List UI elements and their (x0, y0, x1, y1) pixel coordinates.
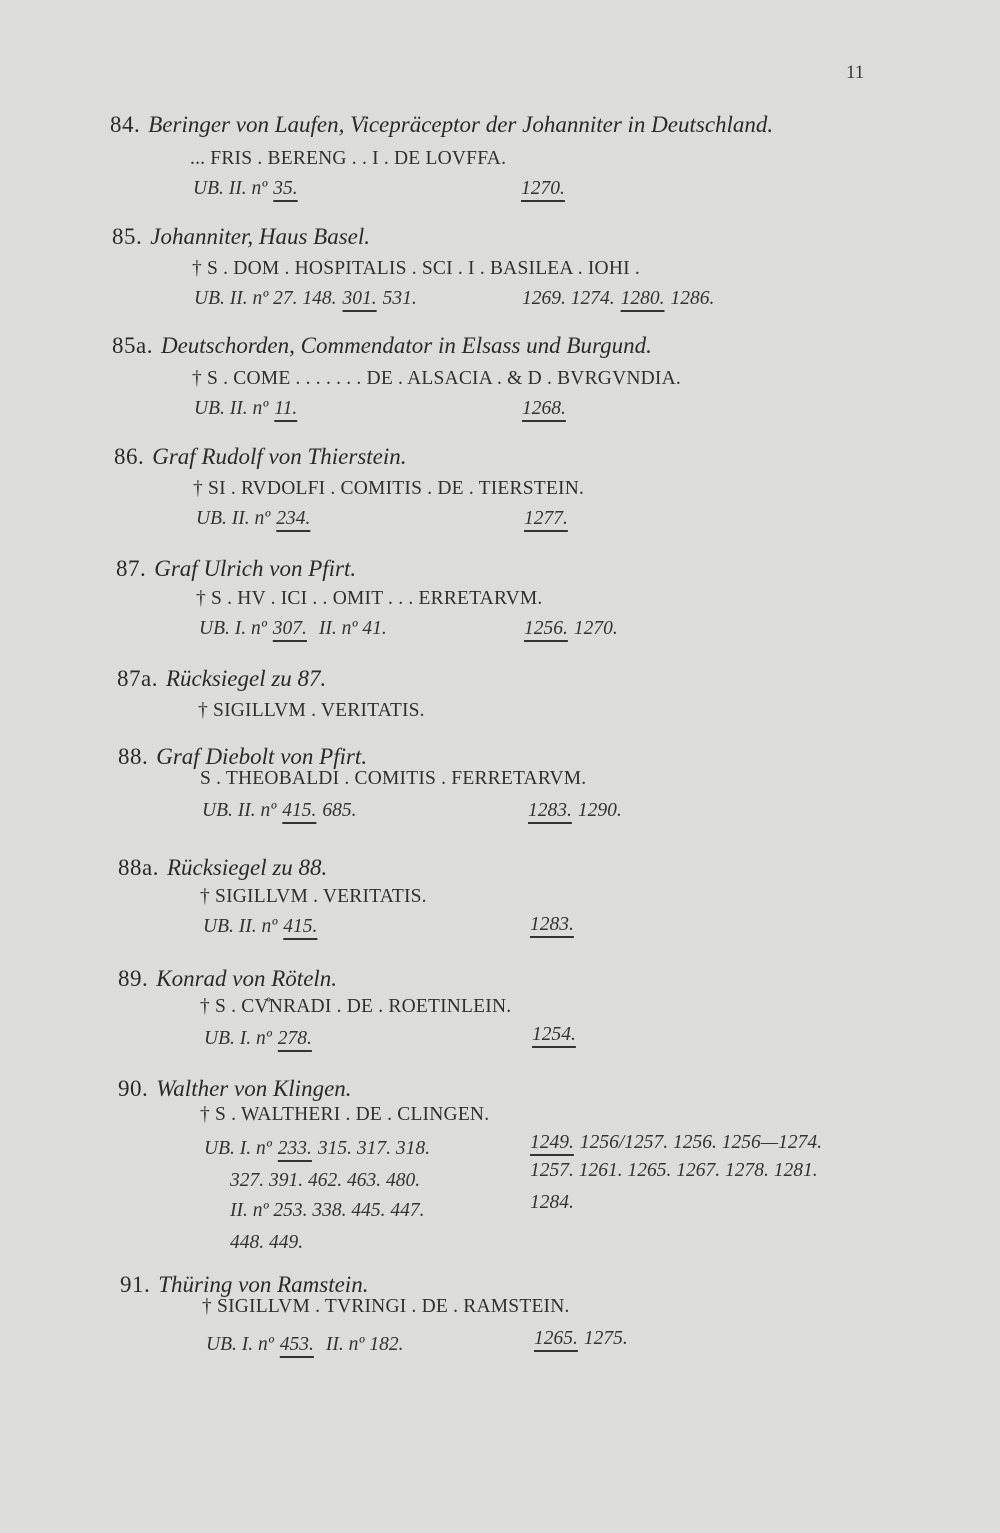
entry-title: Johanniter, Haus Basel. (150, 224, 371, 249)
entry-heading (118, 855, 327, 881)
ref-rest: 685. (322, 800, 357, 821)
entry-number: 89. (118, 966, 149, 991)
seal-years (534, 1328, 628, 1350)
source-reference-continued: II. nº 253. 338. 445. 447. (230, 1200, 425, 1221)
ref-underlined: 307. (272, 618, 307, 639)
entry-heading (116, 556, 356, 582)
entry-title: Thüring von Ramstein. (158, 1272, 369, 1297)
seal-legend: † S . CV͏̊NRADI . DE . ROETINLEIN. (200, 996, 512, 1017)
entry-heading (118, 1076, 352, 1102)
year-underlined: 1277. (524, 508, 568, 529)
seal-years (530, 1132, 822, 1154)
source-reference (196, 508, 310, 530)
entry-heading (110, 112, 773, 138)
ref-prefix: UB. I. nº (204, 1028, 272, 1049)
seal-years (530, 914, 574, 936)
ref-prefix: UB. I. nº (206, 1334, 274, 1355)
entry-number: 88a. (118, 855, 159, 880)
entry-title: Rücksiegel zu 88. (166, 855, 328, 880)
ref-prefix: UB. I. nº (199, 618, 267, 639)
year-underlined: 1280. (620, 288, 665, 309)
source-reference (206, 1334, 403, 1356)
entry-heading (118, 744, 367, 770)
year-rest: 1256/1257. 1256. 1256—1274. (579, 1132, 823, 1153)
ref-prefix: UB. I. nº (204, 1138, 272, 1159)
seal-legend: S . THEOBALDI . COMITIS . FERRETARVM. (200, 768, 587, 789)
source-reference (202, 800, 357, 822)
ref-prefix: UB. II. nº (203, 916, 278, 937)
seal-legend: † SIGILLVM . TVRINGI . DE . RAMSTEIN. (202, 1296, 570, 1317)
ref-rest: II. nº 41. (318, 618, 387, 639)
entry-title: Beringer von Laufen, Vicepräceptor der Johanniter in Deutschland. (148, 112, 774, 137)
entry-heading (118, 966, 337, 992)
year-rest: 1290. (577, 800, 622, 821)
source-reference (194, 288, 417, 310)
entry-heading (112, 224, 370, 250)
source-reference (194, 398, 297, 420)
year-underlined: 1283. (528, 800, 572, 821)
ref-prefix: UB. II. nº 27. 148. (194, 288, 337, 309)
entry-heading (114, 444, 407, 470)
year-underlined: 1265. (534, 1328, 578, 1349)
ref-underlined: 233. (277, 1138, 312, 1159)
year-underlined: 1256. (524, 618, 568, 639)
entry-number: 91. (120, 1272, 151, 1297)
seal-legend: ... FRIS . BERENG . . I . DE LOVFFA. (190, 148, 507, 169)
ref-underlined: 415. (282, 800, 317, 821)
entry-heading (120, 1272, 368, 1298)
ref-prefix: UB. II. nº (193, 178, 268, 199)
source-reference (204, 1028, 312, 1050)
year-underlined: 1283. (530, 914, 574, 935)
entry-title: Deutschorden, Commendator in Elsass und Burgund. (160, 333, 652, 358)
seal-legend: † S . HV . ICI . . OMIT . . . ERRETARVM. (196, 588, 543, 609)
source-reference-continued: 327. 391. 462. 463. 480. (230, 1170, 421, 1191)
ref-underlined: 234. (276, 508, 311, 529)
seal-years (522, 398, 566, 420)
seal-years (522, 288, 714, 310)
seal-legend: † S . DOM . HOSPITALIS . SCI . I . BASILEA . IOHI . (192, 258, 640, 279)
ref-prefix: UB. II. nº (202, 800, 277, 821)
seal-legend: † SIGILLVM . VERITATIS. (198, 700, 425, 721)
entry-heading (112, 333, 652, 359)
ref-underlined: 35. (273, 178, 298, 199)
entry-number: 90. (118, 1076, 149, 1101)
entry-title: Walther von Klingen. (156, 1076, 352, 1101)
ref-underlined: 301. (342, 288, 377, 309)
source-reference (199, 618, 387, 640)
year-underlined: 1254. (532, 1024, 576, 1045)
source-reference-continued: 448. 449. (230, 1232, 304, 1253)
seal-years (524, 508, 568, 530)
year-rest: 1270. (573, 618, 618, 639)
ref-prefix: UB. II. nº (194, 398, 269, 419)
year-rest: 1275. (583, 1328, 628, 1349)
year-underlined: 1249. (530, 1132, 574, 1153)
seal-years (524, 618, 618, 640)
entry-number: 87a. (117, 666, 158, 691)
entry-number: 87. (116, 556, 147, 581)
entry-number: 86. (114, 444, 145, 469)
entry-title: Konrad von Röteln. (156, 966, 338, 991)
seal-years-continued: 1284. (530, 1192, 574, 1213)
ref-underlined: 453. (279, 1334, 314, 1355)
page-number: 11 (846, 62, 865, 83)
entry-title: Graf Rudolf von Thierstein. (152, 444, 407, 469)
source-reference (204, 1138, 430, 1160)
year-underlined: 1268. (522, 398, 566, 419)
seal-years (521, 178, 565, 200)
year-prefix: 1269. 1274. (522, 288, 615, 309)
seal-years (532, 1024, 576, 1046)
entry-number: 84. (110, 112, 141, 137)
seal-legend: † SIGILLVM . VERITATIS. (200, 886, 427, 907)
entry-heading (117, 666, 326, 692)
seal-legend: † S . WALTHERI . DE . CLINGEN. (200, 1104, 490, 1125)
ref-rest: 531. (382, 288, 417, 309)
source-reference (203, 916, 317, 938)
seal-legend: † S . COME . . . . . . . DE . ALSACIA . & D . BVRGVNDIA. (192, 368, 681, 389)
year-rest: 1286. (670, 288, 715, 309)
entry-number: 85a. (112, 333, 153, 358)
entry-number: 88. (118, 744, 149, 769)
seal-years (528, 800, 622, 822)
entry-title: Graf Ulrich von Pfirt. (154, 556, 357, 581)
ref-rest: 315. 317. 318. (317, 1138, 431, 1159)
ref-underlined: 278. (277, 1028, 312, 1049)
source-reference (193, 178, 298, 200)
ref-rest: II. nº 182. (325, 1334, 404, 1355)
entry-title: Rücksiegel zu 87. (165, 666, 327, 691)
ref-underlined: 415. (283, 916, 318, 937)
seal-legend: † SI . RVDOLFI . COMITIS . DE . TIERSTEIN. (193, 478, 585, 499)
seal-years-continued: 1257. 1261. 1265. 1267. 1278. 1281. (530, 1160, 818, 1181)
ref-prefix: UB. II. nº (196, 508, 271, 529)
entry-title: Graf Diebolt von Pfirt. (156, 744, 368, 769)
year-underlined: 1270. (521, 178, 565, 199)
entry-number: 85. (112, 224, 143, 249)
ref-underlined: 11. (274, 398, 298, 419)
